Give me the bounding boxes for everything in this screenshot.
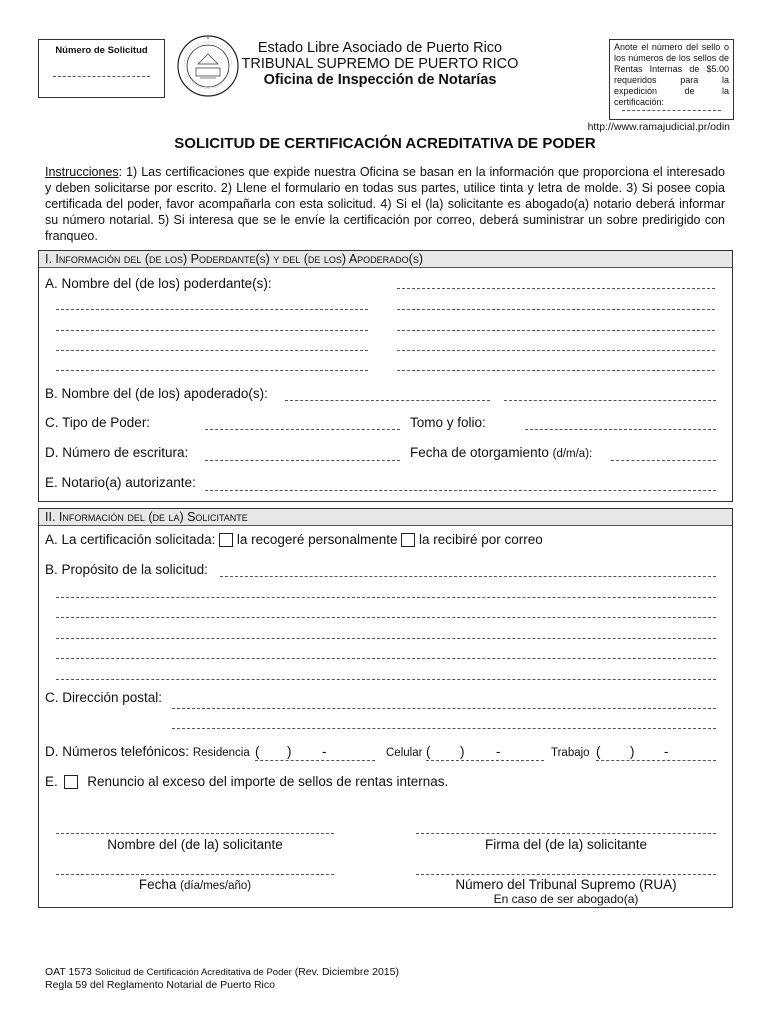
fecha-text: Fecha	[138, 877, 177, 892]
section-2-heading: II. Información del (de la) Solicitante	[39, 509, 732, 526]
celular-label: Celular	[386, 747, 423, 759]
fecha-otorgamiento-text: Fecha de otorgamiento	[410, 445, 549, 460]
stamp-note: Anote el número del sello o los números de los sellos de Rentas Internas de $5.00 requeridos para la expedición de la certificación:	[614, 42, 729, 107]
renuncio-label: Renuncio al exceso del importe de sellos de rentas internas.	[87, 774, 449, 789]
poderdante-field[interactable]	[397, 288, 715, 289]
footer-line1	[45, 966, 399, 978]
fecha-label	[56, 877, 334, 892]
court-seal	[176, 34, 240, 98]
residencia-label: Residencia	[192, 747, 250, 759]
notario-label: E. Notario(a) autorizante:	[45, 475, 196, 490]
firma-solicitante-label: Firma del (de la) solicitante	[484, 837, 648, 852]
notario-field[interactable]	[205, 490, 716, 491]
trabajo-label: Trabajo	[551, 747, 590, 759]
instructions-label: Instrucciones	[45, 165, 119, 179]
correo-label: la recibiré por correo	[419, 532, 543, 547]
apoderados-label: B. Nombre del (de los) apoderado(s):	[45, 386, 268, 401]
request-number-box	[38, 39, 165, 98]
recoger-checkbox[interactable]	[219, 533, 233, 547]
rua-field[interactable]	[416, 874, 716, 875]
instructions-text: : 1) Las certificaciones que expide nuestra Oficina se basan en la información que proporciona el interesado y deben solicitarse por escrito. 2) Llene el formulario en todas sus partes, utilice tinta y letra de molde. 3) Si posee copia certificada del poder, favor acompañarla con esta solicitud. 4) Si el (la) solicitante es abogado(a) notario deberá informar su número notarial. 5) Si interesa que se le envíe la certificación por correo, deberá suministrar un sobre predirigido con franqueo.	[45, 165, 725, 243]
certificacion-text: A. La certificación solicitada:	[45, 532, 216, 547]
poderdante-field[interactable]	[56, 330, 368, 331]
fecha-otorgamiento-label	[410, 445, 592, 460]
renuncio-row	[45, 774, 448, 789]
poderdantes-label: A. Nombre del (de los) poderdante(s):	[45, 276, 272, 291]
direccion-field[interactable]	[172, 708, 716, 709]
stamp-number-field[interactable]	[622, 110, 721, 111]
instructions	[45, 164, 725, 244]
fecha-field[interactable]	[56, 874, 334, 875]
fecha-otorgamiento-format: (d/m/a):	[552, 448, 593, 460]
title-line3: Oficina de Inspección de Notarías	[263, 72, 497, 88]
tomo-folio-label: Tomo y folio:	[410, 415, 486, 430]
apoderado-field[interactable]	[504, 400, 716, 401]
telefonos-text: D. Números telefónicos:	[45, 744, 190, 759]
recoger-label: la recogeré personalmente	[236, 532, 398, 547]
proposito-field[interactable]	[56, 617, 716, 618]
proposito-field[interactable]	[220, 576, 716, 577]
poderdante-field[interactable]	[397, 370, 715, 371]
renuncio-prefix: E.	[45, 774, 58, 789]
celular-field[interactable]: ( ) -	[426, 744, 544, 761]
title-line2: TRIBUNAL SUPREMO DE PUERTO RICO	[241, 56, 519, 72]
proposito-field[interactable]	[56, 679, 716, 680]
poderdante-field[interactable]	[56, 309, 368, 310]
direccion-field[interactable]	[172, 728, 716, 729]
footer-line2: Regla 59 del Reglamento Notarial de Puerto Rico	[45, 979, 275, 991]
poderdante-field[interactable]	[397, 330, 715, 331]
request-number-label: Número de Solicitud	[55, 45, 148, 56]
poderdante-field[interactable]	[397, 309, 715, 310]
trabajo-field[interactable]: ( ) -	[596, 744, 716, 761]
section-1-heading: I. Información del (de los) Poderdante(s) y del (de los) Apoderado(s)	[39, 251, 732, 268]
proposito-field[interactable]	[56, 638, 716, 639]
firma-solicitante-field[interactable]	[416, 833, 716, 834]
title-line1: Estado Libre Asociado de Puerto Rico	[257, 40, 503, 56]
poderdante-field[interactable]	[397, 350, 715, 351]
tomo-folio-field[interactable]	[525, 429, 716, 430]
renuncio-checkbox[interactable]	[64, 775, 78, 789]
stamp-note-box	[609, 39, 734, 120]
rua-label: Número del Tribunal Supremo (RUA)	[455, 877, 677, 892]
footer-code: OAT 1573	[45, 966, 92, 978]
numero-escritura-label: D. Número de escritura:	[45, 445, 189, 460]
correo-checkbox[interactable]	[401, 533, 415, 547]
residencia-field[interactable]: ( ) -	[255, 744, 375, 761]
tipo-poder-field[interactable]	[205, 429, 400, 430]
nombre-solicitante-label: Nombre del (de la) solicitante	[107, 837, 283, 852]
certificacion-label	[45, 532, 543, 547]
numero-escritura-field[interactable]	[205, 460, 400, 461]
proposito-field[interactable]	[56, 597, 716, 598]
footer-title: Solicitud de Certificación Acreditativa de Poder	[94, 967, 292, 978]
fecha-otorgamiento-field[interactable]	[611, 460, 716, 461]
proposito-field[interactable]	[56, 658, 716, 659]
rua-note: En caso de ser abogado(a)	[493, 892, 639, 906]
tipo-poder-label: C. Tipo de Poder:	[45, 415, 151, 430]
direccion-label: C. Dirección postal:	[45, 690, 163, 705]
apoderado-field[interactable]	[285, 400, 490, 401]
agency-title	[240, 40, 520, 88]
footer-revision: (Rev. Diciembre 2015)	[294, 966, 399, 978]
nombre-solicitante-field[interactable]	[56, 833, 334, 834]
poderdante-field[interactable]	[56, 350, 368, 351]
header-url[interactable]: http://www.ramajudicial.pr/odin	[587, 121, 730, 133]
proposito-label: B. Propósito de la solicitud:	[45, 562, 208, 577]
request-number-field[interactable]	[53, 76, 150, 77]
fecha-format: (día/mes/año)	[180, 880, 252, 892]
poderdante-field[interactable]	[56, 370, 368, 371]
telefonos-label	[45, 744, 250, 759]
form-title: SOLICITUD DE CERTIFICACIÓN ACREDITATIVA DE PODER	[174, 135, 596, 152]
